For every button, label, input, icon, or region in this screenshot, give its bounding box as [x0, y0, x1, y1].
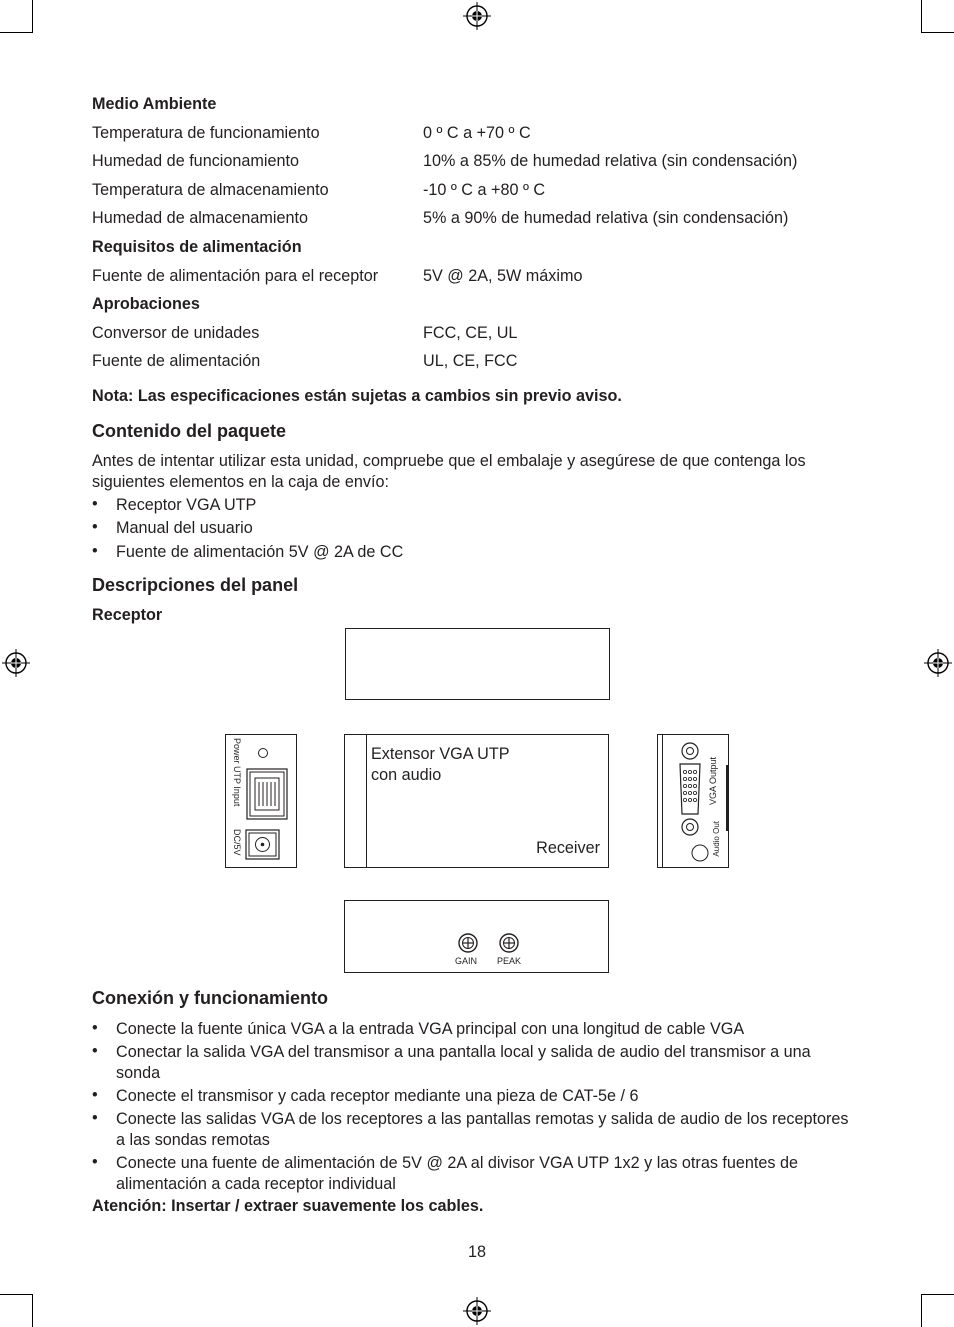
spec-value: FCC, CE, UL [423, 324, 518, 342]
panels-subheading: Receptor [92, 606, 163, 624]
bullet: • [92, 1019, 98, 1037]
connection-heading: Conexión y funcionamiento [92, 988, 329, 1008]
note: Nota: Las especificaciones están sujetas a cambios sin previo aviso. [92, 387, 622, 405]
vga-output-port-icon [674, 740, 706, 838]
power-heading: Requisitos de alimentación [92, 238, 302, 256]
connection-item: Conectar la salida VGA del transmisor a una pantalla local y salida de audio del transmisor a una sonda [116, 1043, 811, 1082]
power-led-icon [257, 747, 269, 759]
spec-value: UL, CE, FCC [423, 352, 518, 370]
dc-5v-label: DC/5V [232, 829, 242, 856]
vga-output-label: VGA Output [708, 757, 718, 806]
spec-value: -10 º C a +80 º C [423, 181, 546, 199]
spec-value: 5% a 90% de humedad relativa (sin condensación) [423, 209, 789, 227]
left-side-panel [225, 734, 297, 868]
spec-label: Temperatura de funcionamiento [92, 124, 320, 142]
spec-label: Humedad de almacenamiento [92, 209, 308, 227]
spec-label: Humedad de funcionamiento [92, 152, 299, 170]
registration-mark-bottom [463, 1297, 491, 1325]
front-title-line1: Extensor VGA UTP [371, 745, 510, 763]
panels-heading: Descripciones del panel [92, 575, 299, 595]
environment-heading: Medio Ambiente [92, 95, 217, 113]
peak-label: PEAK [497, 956, 522, 966]
package-item: Receptor VGA UTP [116, 496, 257, 514]
connection-item: Conecte la fuente única VGA a la entrada VGA principal con una longitud de cable VGA [116, 1020, 745, 1038]
rj45-port-icon [246, 768, 288, 820]
connection-item: Conecte una fuente de alimentación de 5V @ 2A al divisor VGA UTP 1x2 y las otras fuentes de alimentación a cada receptor individual [116, 1154, 799, 1193]
power-utp-input-label: Power UTP Input [232, 738, 242, 807]
peak-knob-icon [498, 932, 520, 954]
registration-mark-left [2, 649, 30, 677]
bullet: • [92, 495, 98, 513]
front-panel [344, 734, 609, 868]
spec-label: Fuente de alimentación [92, 352, 261, 370]
bullet: • [92, 1086, 98, 1104]
audio-out-jack-icon [690, 843, 710, 863]
front-model-label: Receiver [536, 839, 600, 857]
page-number: 18 [467, 1243, 486, 1261]
package-intro: Antes de intentar utilizar esta unidad, compruebe que el embalaje y asegúrese de que contenga los siguientes elementos en la caja de envío: [92, 452, 806, 491]
spec-value: 0 º C a +70 º C [423, 124, 531, 142]
spec-label: Fuente de alimentación para el receptor [92, 267, 379, 285]
front-title-line2: con audio [371, 766, 442, 784]
bullet: • [92, 1042, 98, 1060]
registration-mark-top [463, 2, 491, 30]
connection-item: Conecte las salidas VGA de los receptores a las pantallas remotas y salida de audio de los receptores a las sondas remotas [116, 1110, 849, 1149]
bullet: • [92, 518, 98, 536]
top-panel [345, 628, 610, 700]
gain-label: GAIN [455, 956, 478, 966]
bullet: • [92, 1109, 98, 1127]
package-item: Manual del usuario [116, 519, 253, 537]
audio-out-label: Audio Out [712, 821, 721, 857]
package-item: Fuente de alimentación 5V @ 2A de CC [116, 543, 404, 561]
bullet: • [92, 542, 98, 560]
spec-value: 5V @ 2A, 5W máximo [423, 267, 583, 285]
dc-power-jack-icon [245, 829, 281, 861]
spec-label: Conversor de unidades [92, 324, 260, 342]
gain-knob-icon [457, 932, 479, 954]
bottom-panel [344, 900, 609, 973]
approvals-heading: Aprobaciones [92, 295, 200, 313]
package-heading: Contenido del paquete [92, 421, 287, 441]
spec-label: Temperatura de almacenamiento [92, 181, 329, 199]
registration-mark-right [924, 649, 952, 677]
spec-value: 10% a 85% de humedad relativa (sin condensación) [423, 152, 798, 170]
bullet: • [92, 1153, 98, 1171]
connection-item: Conecte el transmisor y cada receptor mediante una pieza de CAT-5e / 6 [116, 1087, 639, 1105]
warning: Atención: Insertar / extraer suavemente los cables. [92, 1197, 484, 1215]
right-side-panel [657, 734, 729, 868]
